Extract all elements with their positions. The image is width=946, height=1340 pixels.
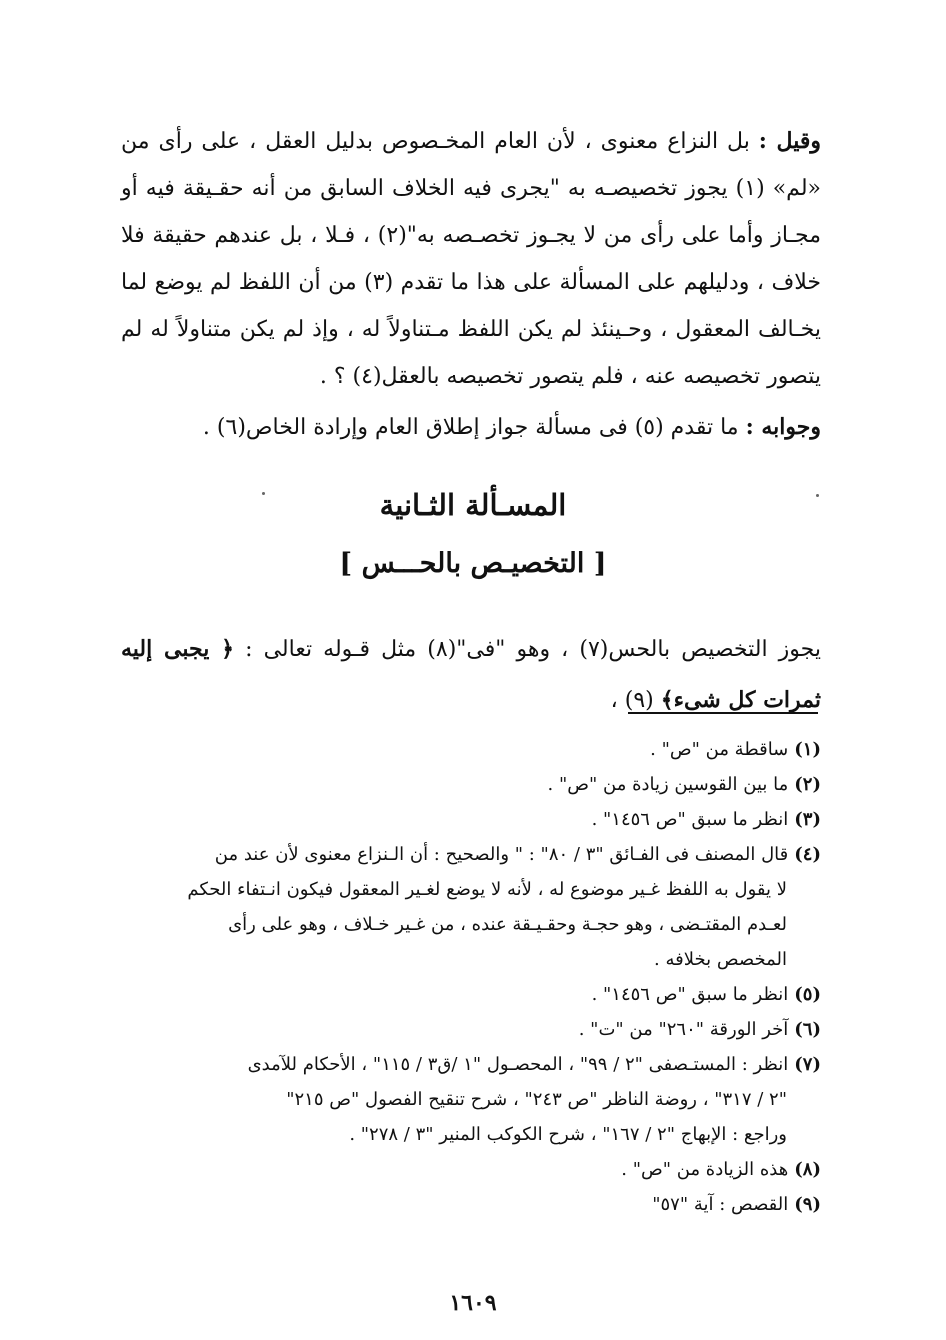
footnote (111, 802, 821, 837)
footnotes (111, 732, 821, 1222)
section-title: المسـألة الثـانية (379, 488, 567, 522)
footnote (111, 1187, 821, 1222)
footnote-text: انظر : المستـصفى "٢ / ٩٩" ، المحصـول "١ /ق٣ / ١١٥" ، الأحكام للآمدى (247, 1054, 789, 1075)
page-number: ١٦٠٩ (449, 1290, 497, 1316)
footnote (111, 1152, 821, 1187)
footnote (111, 837, 821, 977)
footnote (111, 1047, 821, 1152)
footnote (111, 732, 821, 767)
footnote-text-line: لعـدم المقتـضى ، وهو حجـة وحقـيـقة عنده ، من غـير خـلاف ، وهو على رأى (228, 914, 787, 935)
footnote-number: (٧) (794, 1054, 821, 1075)
footnote-number: (١) (794, 739, 821, 760)
footnote-number: (٤) (794, 844, 821, 865)
section-paragraph-text: يجوز التخصيص بالحس(٧) ، وهو "فى"(٨) مثل قـوله تعالى : (233, 637, 821, 662)
section-paragraph (121, 624, 821, 726)
footnote-text: قال المصنف فى الفـائق "٣ / ٨٠" : " والصحيح : أن الـنزاع معنوى لأن عند من (214, 844, 789, 865)
quran-verse: ﴿ يجبى إليه ثمرات كل شىء﴾ (121, 636, 821, 713)
scan-speck (262, 492, 265, 495)
section-subtitle: [ التخصيـص بالحـــس ] (339, 548, 607, 579)
footnote-text-line: المخصص بخلافه . (654, 949, 787, 970)
footnote-text: هذه الزيادة من "ص" . (621, 1159, 789, 1180)
footnote-number: (٥) (794, 984, 821, 1005)
footnote-number: (٢) (794, 774, 821, 795)
footnote-text: القصص : آية "٥٧" (652, 1194, 789, 1215)
footnote-text: انظر ما سبق "ص ١٤٥٦" . (591, 809, 789, 830)
footnote-number: (٣) (794, 809, 821, 830)
paragraph-lead: وقيل : (758, 128, 821, 154)
paragraph-text: بل النزاع معنوى ، لأن العام المخـصوص بدليل العقل ، على رأى من «لم» (١) يجوز تخصيصـه به "يجرى فيه الخلاف السابق من أنه حقـيقة فيه أو مجـاز وأما على رأى من لا يجـوز تخصـصه به"(٢) ، فـلا ، بل عندهم حقيقة فلا خلاف ، ودليلهم على المسألة على هذا ما تقدم (٣) من أن اللفظ لم يوضع لما يخـالف المعقول ، وحـينئذ لم يكن اللفظ مـتناولاً له ، وإذ لم يكن متناولاً له لم يتصور تخصيصه عنه ، فلم يتصور تخصيصه بالعقل(٤) ؟ . (121, 129, 821, 389)
footnote-text: آخر الورقة "٢٦٠" من "ت" . (578, 1019, 789, 1040)
footnote (111, 1012, 821, 1047)
footnote-text-line: وراجع : الإبهاج "٢ / ١٦٧" ، شرح الكوكب المنير "٣ / ٢٧٨" . (349, 1124, 787, 1145)
footnote-text: ساقطة من "ص" . (650, 739, 789, 760)
answer-paragraph (121, 404, 821, 451)
footnote-divider (628, 712, 818, 714)
scan-speck (816, 494, 819, 497)
footnote-text: ما بين القوسين زيادة من "ص" . (547, 774, 789, 795)
footnote-number: (٦) (794, 1019, 821, 1040)
answer-text: ما تقدم (٥) فى مسألة جواز إطلاق العام وإرادة الخاص(٦) . (202, 415, 746, 440)
footnote (111, 767, 821, 802)
answer-lead: وجوابه : (745, 414, 821, 440)
footnote-text: انظر ما سبق "ص ١٤٥٦" . (591, 984, 789, 1005)
footnote-number: (٨) (794, 1159, 821, 1180)
footnote-text-line: "٢ / ٣١٧" ، روضة الناظر "ص ٢٤٣" ، شرح تنقيح الفصول "ص ٢١٥" (286, 1089, 787, 1110)
section-paragraph-tail: (٩) ، (610, 688, 661, 713)
footnote-number: (٩) (794, 1194, 821, 1215)
footnote-text-line: لا يقول به اللفظ غـير موضوع له ، لأنه لا يوضع لغـير المعقول فيكون انـتفاء الحكم (187, 879, 787, 900)
main-paragraph (121, 118, 821, 400)
footnote (111, 977, 821, 1012)
